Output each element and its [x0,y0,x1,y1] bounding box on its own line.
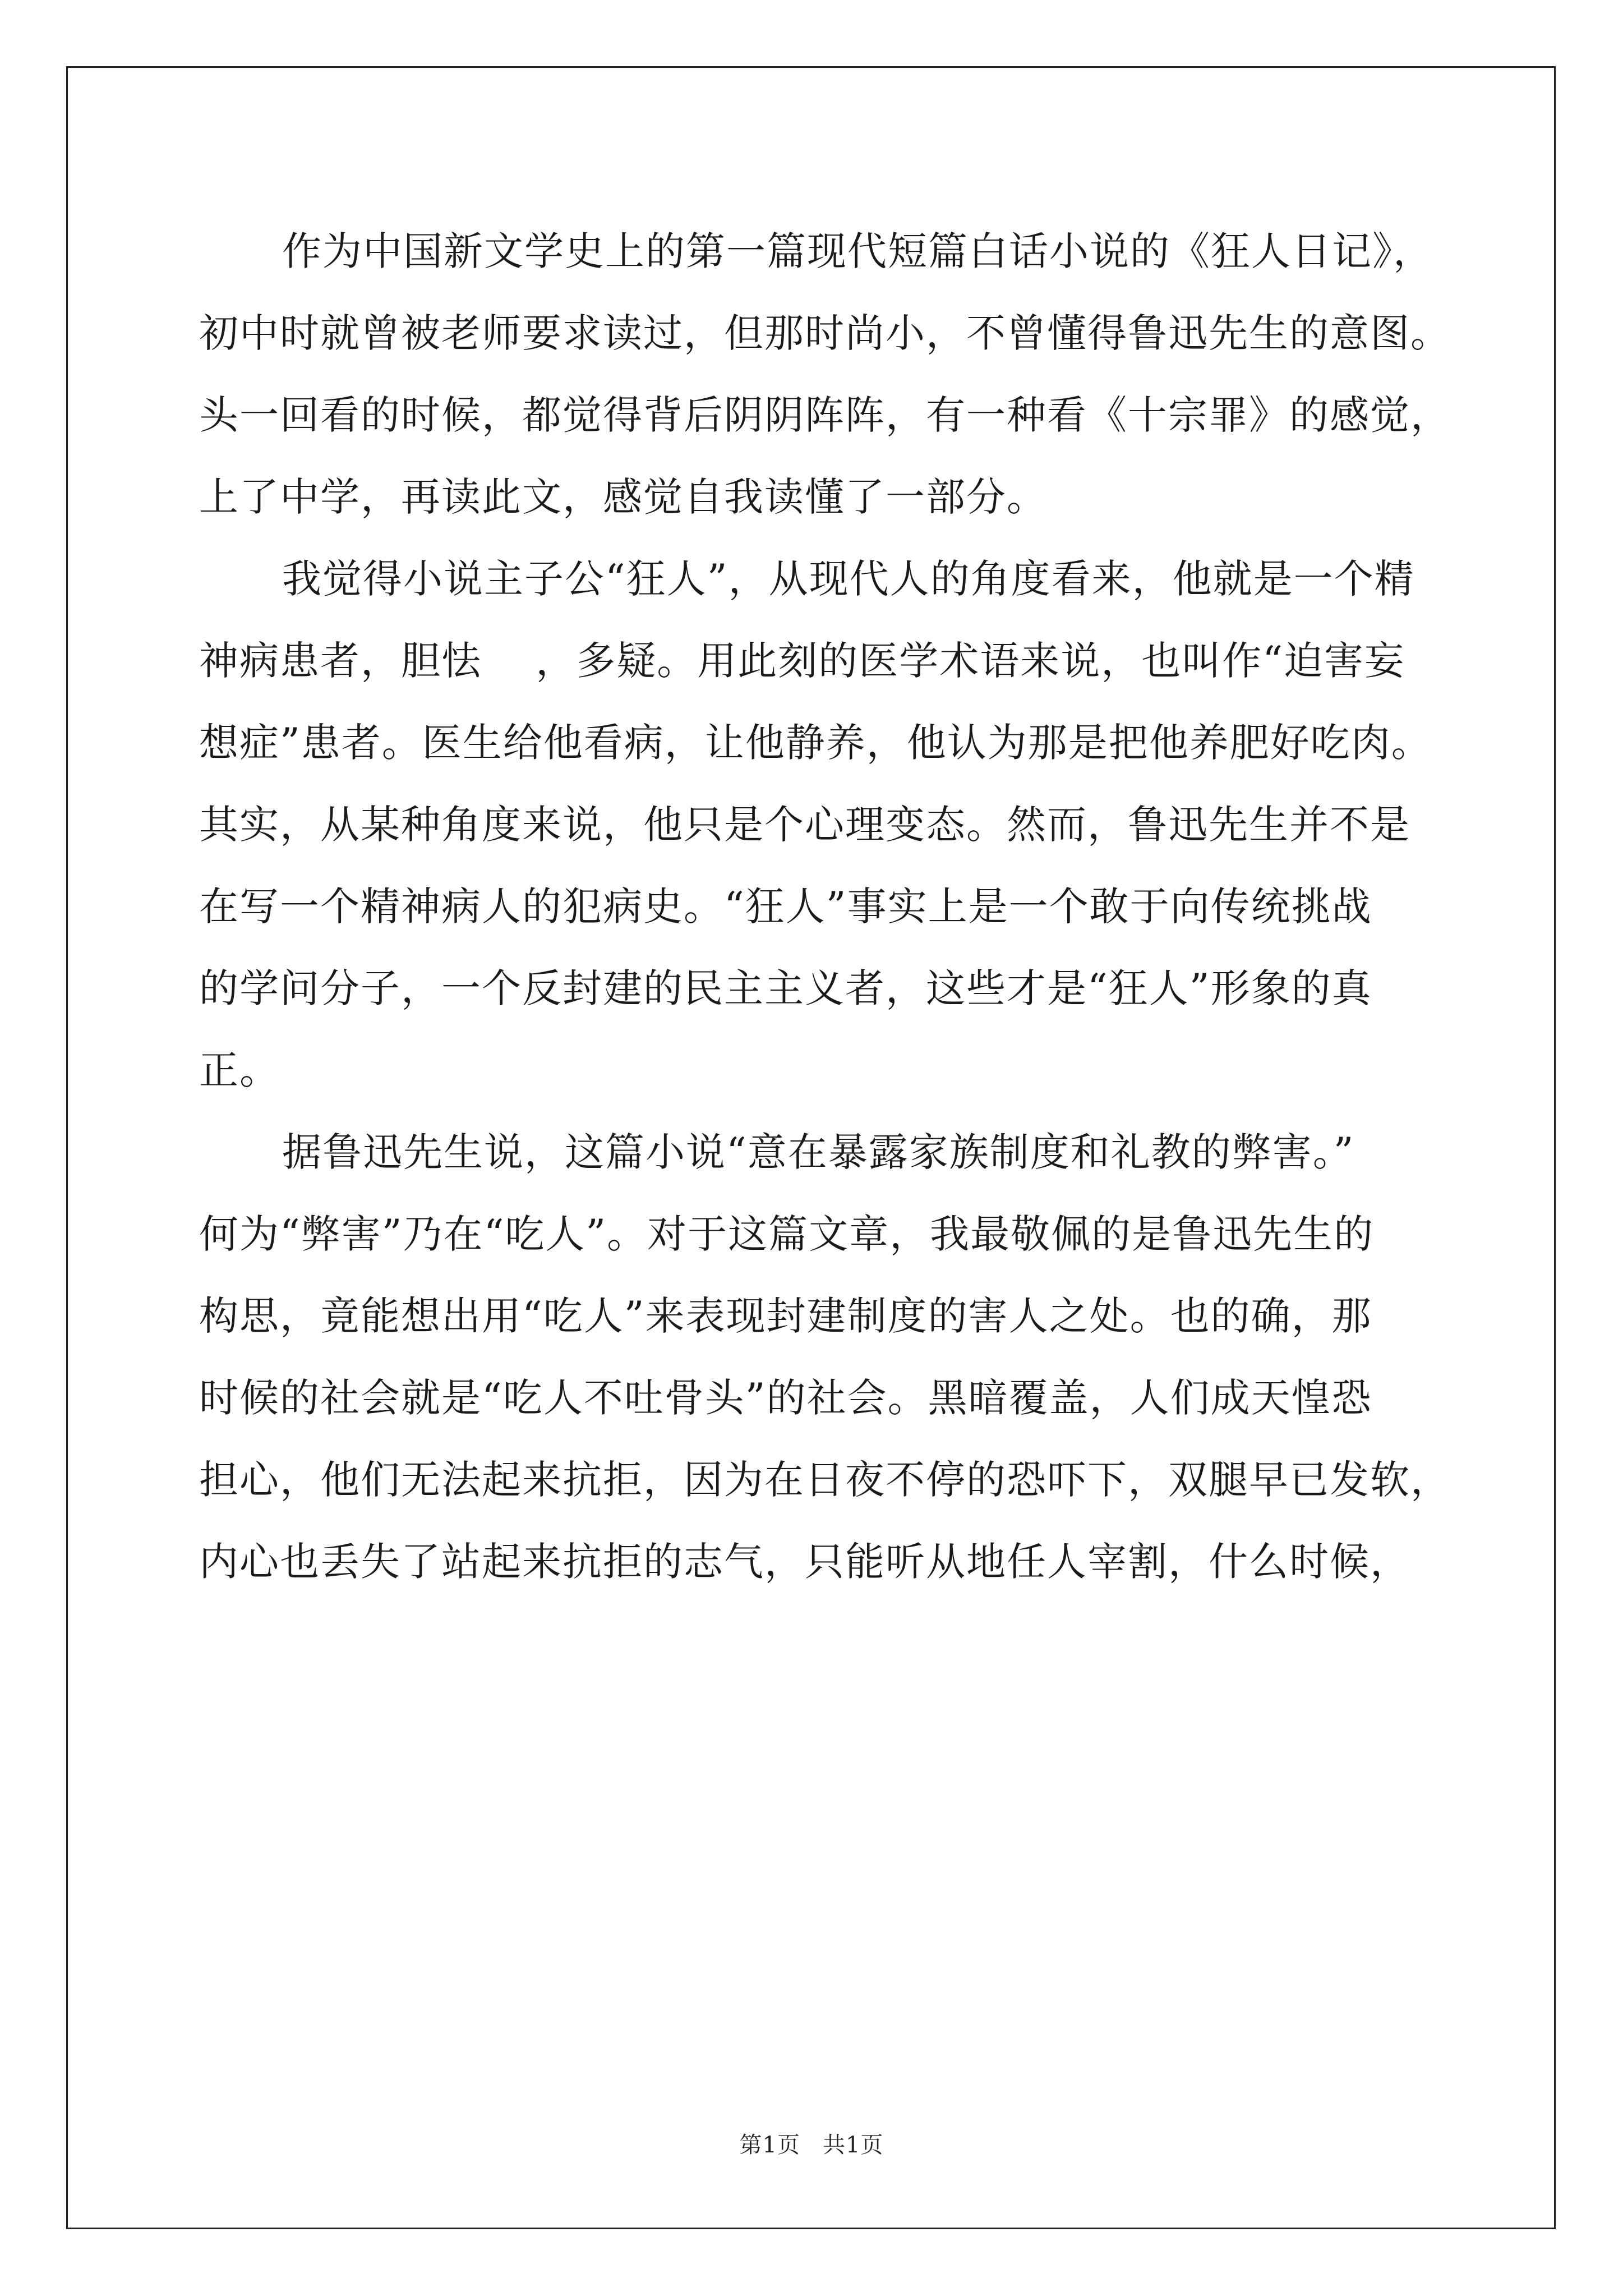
paragraph-3 [199,1111,1451,1603]
paragraph-line: 神病患者，胆怯 ，多疑。用此刻的医学术语来说，也叫作“迫害妄 [199,638,1405,684]
paragraph-line: 初中时就曾被老师要求读过，但那时尚小，不曾懂得鲁迅先生的意图。 [199,310,1451,356]
paragraph-line: 我觉得小说主子公“狂人”，从现代人的角度看来，他就是一个精 [282,556,1415,602]
paragraph-line: 担心，他们无法起来抗拒，因为在日夜不停的恐吓下，双腿早已发软， [199,1457,1451,1503]
document-body [199,210,1451,1603]
paragraph-line: 正。 [199,1047,280,1093]
paragraph-line: 头一回看的时候，都觉得背后阴阴阵阵，有一种看《十宗罪》的感觉， [199,392,1451,438]
paragraph-line: 作为中国新文学史上的第一篇现代短篇白话小说的《狂人日记》， [282,228,1433,274]
paragraph-line: 上了中学，再读此文，感觉自我读懂了一部分。 [199,474,1047,520]
paragraph-line: 构思，竟能想出用“吃人”来表现封建制度的害人之处。也的确，那 [199,1293,1372,1339]
page-total: 共1页 [823,2132,884,2158]
page-number: 第1页 [739,2132,800,2158]
paragraph-line: 时候的社会就是“吃人不吐骨头”的社会。黑暗覆盖，人们成天惶恐 [199,1375,1372,1421]
paragraph-2 [199,538,1433,1111]
paragraph-line: 在写一个精神病人的犯病史。“狂人”事实上是一个敢于向传统挑战 [199,884,1372,930]
paragraph-line: 内心也丢失了站起来抗拒的志气，只能听从地任人宰割，什么时候， [199,1539,1410,1585]
paragraph-line: 的学问分子，一个反封建的民主主义者，这些才是“狂人”形象的真 [199,965,1372,1011]
page-footer [0,2127,1623,2159]
paragraph-line: 何为“弊害”乃在“吃人”。对于这篇文章，我最敬佩的是鲁迅先生的 [199,1211,1375,1257]
paragraph-line: 其实，从某种角度来说，他只是个心理变态。然而，鲁迅先生并不是 [199,802,1410,848]
paragraph-line: 想症”患者。医生给他看病，让他静养，他认为那是把他养肥好吃肉。 [199,720,1432,766]
paragraph-1 [199,210,1451,538]
paragraph-line: 据鲁迅先生说，这篇小说“意在暴露家族制度和礼教的弊害。” [282,1129,1355,1175]
